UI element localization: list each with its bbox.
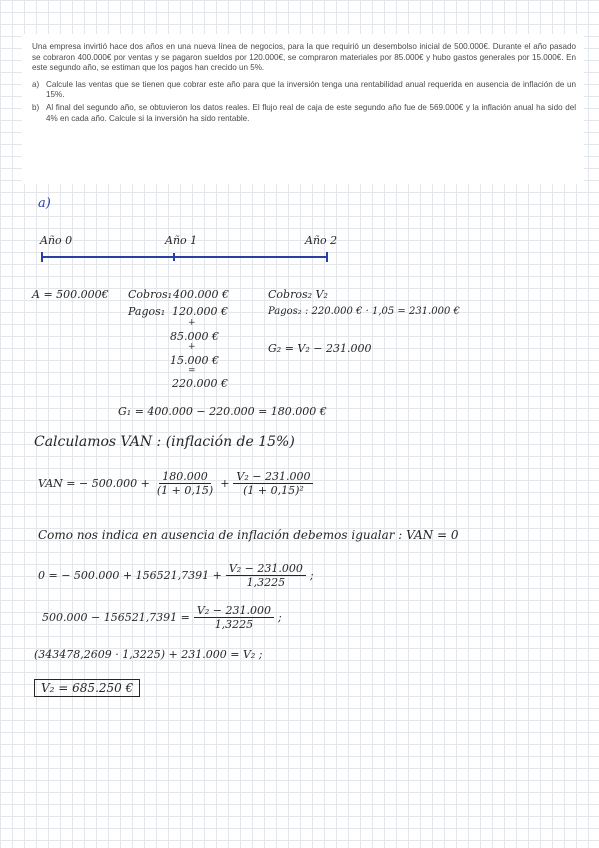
plus-sign-2: + [188,342,196,352]
van-lhs: VAN = − 500.000 + [38,477,150,490]
timeline-year-2: Año 2 [305,234,338,247]
question-b-text: Al final del segundo año, se obtuvieron los datos reales. El flujo real de caja de este segundo año fue de 569.000€ y la inflación anual ha sido del 4% en cada año. Calcule si la inversión ha sido rentable. [46,102,576,123]
pagos-2: Pagos₂ : 220.000 € · 1,05 = 231.000 € [268,306,460,317]
g-1: G₁ = 400.000 − 220.000 = 180.000 € [118,405,327,418]
eq1-lhs: 0 = − 500.000 + 156521,7391 + [38,569,222,582]
equation-1 [38,562,314,589]
timeline-line [40,250,330,264]
eq1-denominator: 1,3225 [246,576,286,589]
eq2-numerator: V₂ − 231.000 [194,604,274,618]
timeline-year-1: Año 1 [165,234,198,247]
eq1-fraction [226,562,306,589]
initial-investment: A = 500.000€ [32,288,109,301]
question-a-text: Calcule las ventas que se tienen que cobrar este año para que la inversión tenga una rentabilidad anual requerida en ausencia de inflación de un 15%. [46,79,576,100]
eq2-end: ; [277,611,282,624]
van-heading: Calculamos VAN : (inflación de 15%) [34,434,295,450]
pagos-1-total: 220.000 € [172,377,228,390]
eq2-fraction [194,604,274,631]
van-f2-denominator: (1 + 0,15)² [243,484,304,497]
question-a-marker: a) [32,79,40,89]
eq1-end: ; [309,569,314,582]
pagos-materiales: 85.000 € [170,330,219,343]
van-f1-numerator: 180.000 [159,470,211,484]
final-result: V₂ = 685.250 € [34,679,140,697]
pagos-1-label: Pagos₁ [128,305,166,318]
van-fraction-1 [154,470,216,497]
plus-sign-1: + [188,318,196,328]
equation-2 [42,604,282,631]
van-note: Como nos indica en ausencia de inflación debemos igualar : VAN = 0 [38,528,459,542]
problem-intro: Una empresa invirtió hace dos años en una nueva línea de negocios, para la que requirió un desembolso inicial de 500.000€. Durante el año pasado se cobraron 400.000€ por ventas y se pagaron sueldos por 120.000€, se compraron materiales por 85.000€ y hubo gastos generales por 15.000€. En este segundo año, se estiman que los pagos han crecido un 5%. [32,42,576,73]
pagos-sueldos: 120.000 € [172,305,228,318]
equation-3: (343478,2609 · 1,3225) + 231.000 = V₂ ; [34,648,263,661]
van-plus: + [220,477,230,490]
van-f1-denominator: (1 + 0,15) [156,484,214,497]
van-equation [38,470,317,497]
question-a [32,80,576,101]
timeline-year-0: Año 0 [40,234,73,247]
eq1-numerator: V₂ − 231.000 [226,562,306,576]
problem-questions [32,80,576,124]
cobros-2: Cobros₂ V₂ [268,288,328,301]
eq2-lhs: 500.000 − 156521,7391 = [42,611,190,624]
van-fraction-2 [233,470,313,497]
van-f2-numerator: V₂ − 231.000 [233,470,313,484]
g-2: G₂ = V₂ − 231.000 [268,342,372,355]
eq2-denominator: 1,3225 [214,618,254,631]
cobros-1-label: Cobros₁ [128,288,173,301]
question-b-marker: b) [32,102,40,112]
pagos-gastos: 15.000 € [170,354,219,367]
question-b [32,103,576,124]
cobros-1-value: 400.000 € [173,288,229,301]
equals-sign: = [188,366,196,376]
part-a-label: a) [38,196,51,211]
problem-statement [22,34,584,184]
